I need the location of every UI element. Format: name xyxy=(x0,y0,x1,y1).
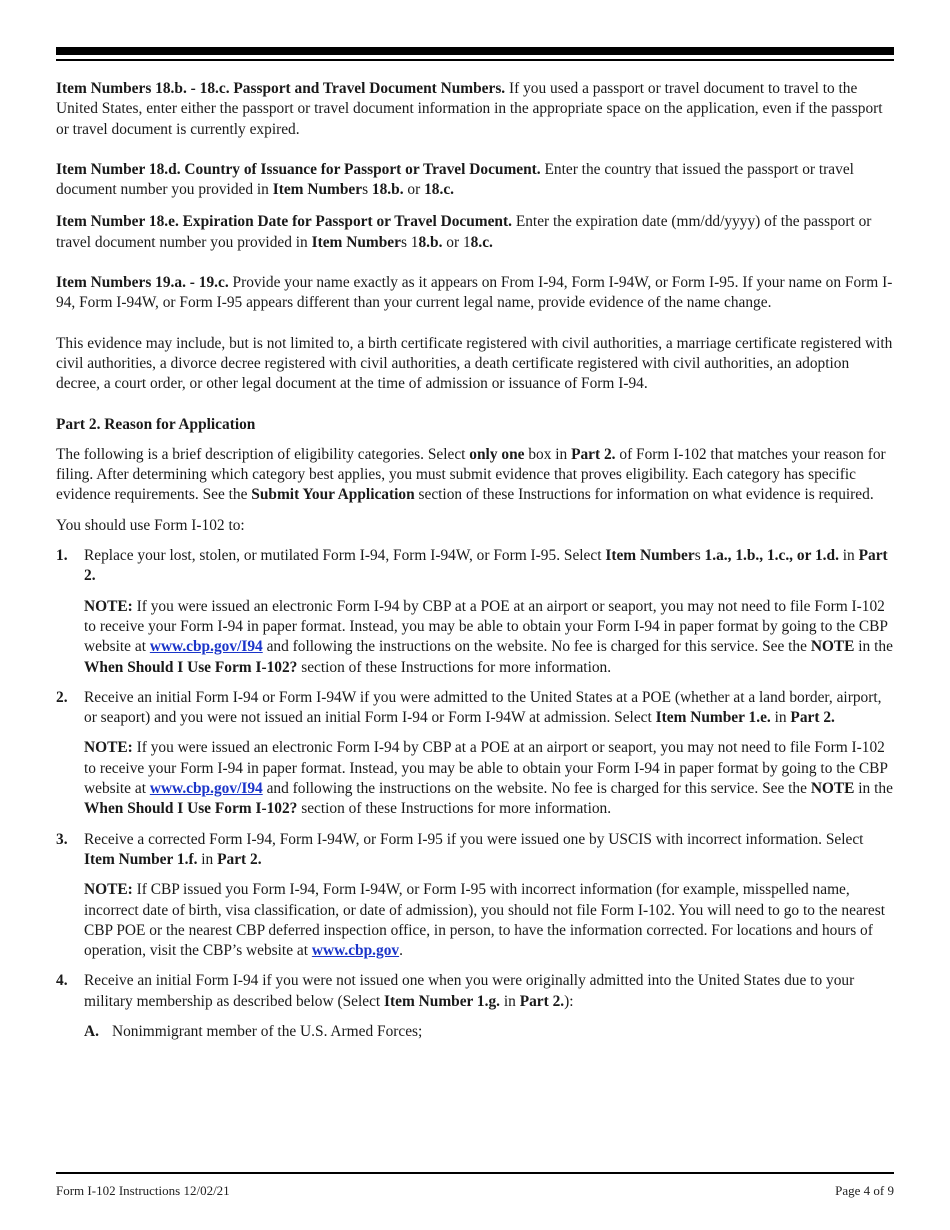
paragraph-item-19: Item Numbers 19.a. - 19.c. Provide your name exactly as it appears on From I-94, Form I-94W, or Form I-95. If your name on Form I-94, Form I-94W, or Form I-95 appears different than your current legal name, provide evidence of the name change. xyxy=(56,274,893,312)
header-rule-thick xyxy=(56,47,894,55)
list-item-4: 4. Receive an initial Form I-94 if you were not issued one when you were originally admitted into the United States due to your military membership as described below (Select Item Number 1.g. in Part 2.): xyxy=(56,972,855,1010)
list-number: 1. xyxy=(56,547,68,565)
list-number: 4. xyxy=(56,972,68,990)
paragraph-item-18bc: Item Numbers 18.b. - 18.c. Passport and Travel Document Numbers. If you used a passport or travel document to travel to the United States, enter either the passport or travel document information in the appropriate space on the application, even if the passport or travel document is currently expired. xyxy=(56,80,883,138)
list-item-3: 3. Receive a corrected Form I-94, Form I-94W, or Form I-95 if you were issued one by USCIS with incorrect information. Select Item Number 1.f. in Part 2. xyxy=(56,830,864,868)
note-item-3: NOTE: If CBP issued you Form I-94, Form I-94W, or Form I-95 with incorrect information (for example, misspelled name, incorrect date of birth, visa classification, or date of admission), you should not file Form I-102. You will need to go to the nearest CBP POE or the nearest CBP deferred inspection office, in person, to have the information corrected. For locations and hours of operation, visit the CBP’s website at www.cbp.gov. xyxy=(84,881,886,960)
cbp-i94-link[interactable]: www.cbp.gov/I94 xyxy=(149,638,263,656)
paragraph-part2-intro: The following is a brief description of eligibility categories. Select only one box in Part 2. of Form I-102 that matches your reason for filing. After determining which category best applies, you must submit evidence that proves eligibility. Each category has specific evidence requirements. See the Submit Your Application section of these Instructions for information on what evidence is required. xyxy=(56,445,886,504)
list-number: 3. xyxy=(56,830,68,848)
footer-form-edition: Form I-102 Instructions 12/02/21 xyxy=(56,1183,230,1198)
cbp-i94-link[interactable]: www.cbp.gov/I94 xyxy=(149,780,263,798)
list-number: 2. xyxy=(56,688,68,706)
paragraph-use-form: You should use Form I-102 to: xyxy=(56,516,245,534)
paragraph-item-18e: Item Number 18.e. Expiration Date for Passport or Travel Document. Enter the expiration date (mm/dd/yyyy) of the passport or travel document number you provided in Item Numbers 18.b. or 18.c. xyxy=(56,213,872,251)
paragraph-evidence: This evidence may include, but is not limited to, a birth certificate registered with civil authorities, a marriage certificate registered with civil authorities, a divorce decree registered with civil authorities, a death certificate registered with civil authorities, an adoption decree, a court order, or other legal document at the time of admission or issuance of Form I-94. xyxy=(56,334,893,393)
list-item-1: 1. Replace your lost, stolen, or mutilated Form I-94, Form I-94W, or Form I-95. Select Item Numbers 1.a., 1.b., 1.c., or 1.d. in Part 2. xyxy=(56,547,888,585)
list-letter: A. xyxy=(84,1022,99,1040)
instructions-body xyxy=(56,79,896,1042)
cbp-website-link[interactable]: www.cbp.gov xyxy=(311,942,400,960)
note-item-2: NOTE: If you were issued an electronic Form I-94 by CBP at a POE at an airport or seaport, you may not need to file Form I-102 to receive your Form I-94 in paper format. Instead, you may be able to obtain your Form I-94 in paper format by going to the CBP website at www.cbp.gov/I94 and following the instructions on the website. No fee is charged for this service. See the NOTE in the When Should I Use Form I-102? section of these Instructions for more information. xyxy=(84,739,893,818)
footer-rule xyxy=(56,1172,894,1174)
footer-page-number: Page 4 of 9 xyxy=(835,1183,894,1198)
note-item-1: NOTE: If you were issued an electronic Form I-94 by CBP at a POE at an airport or seaport, you may not need to file Form I-102 to receive your Form I-94 in paper format. Instead, you may be able to obtain your Form I-94 in paper format by going to the CBP website at www.cbp.gov/I94 and following the instructions on the website. No fee is charged for this service. See the NOTE in the When Should I Use Form I-102? section of these Instructions for more information. xyxy=(84,597,893,676)
list-item-2: 2. Receive an initial Form I-94 or Form I-94W if you were admitted to the United States at a POE (whether at a land border, airport, or seaport) and you were not issued an initial Form I-94 or Form I-94W at admission. Select Item Number 1.e. in Part 2. xyxy=(56,688,882,727)
part2-heading: Part 2. Reason for Application xyxy=(56,415,256,433)
list-subitem-a: A. Nonimmigrant member of the U.S. Armed Forces; xyxy=(56,1022,896,1042)
header-rule-thin xyxy=(56,59,894,61)
paragraph-item-18d: Item Number 18.d. Country of Issuance for Passport or Travel Document. Enter the country that issued the passport or travel document number you provided in Item Numbers 18.b. or 18.c. xyxy=(56,160,854,199)
